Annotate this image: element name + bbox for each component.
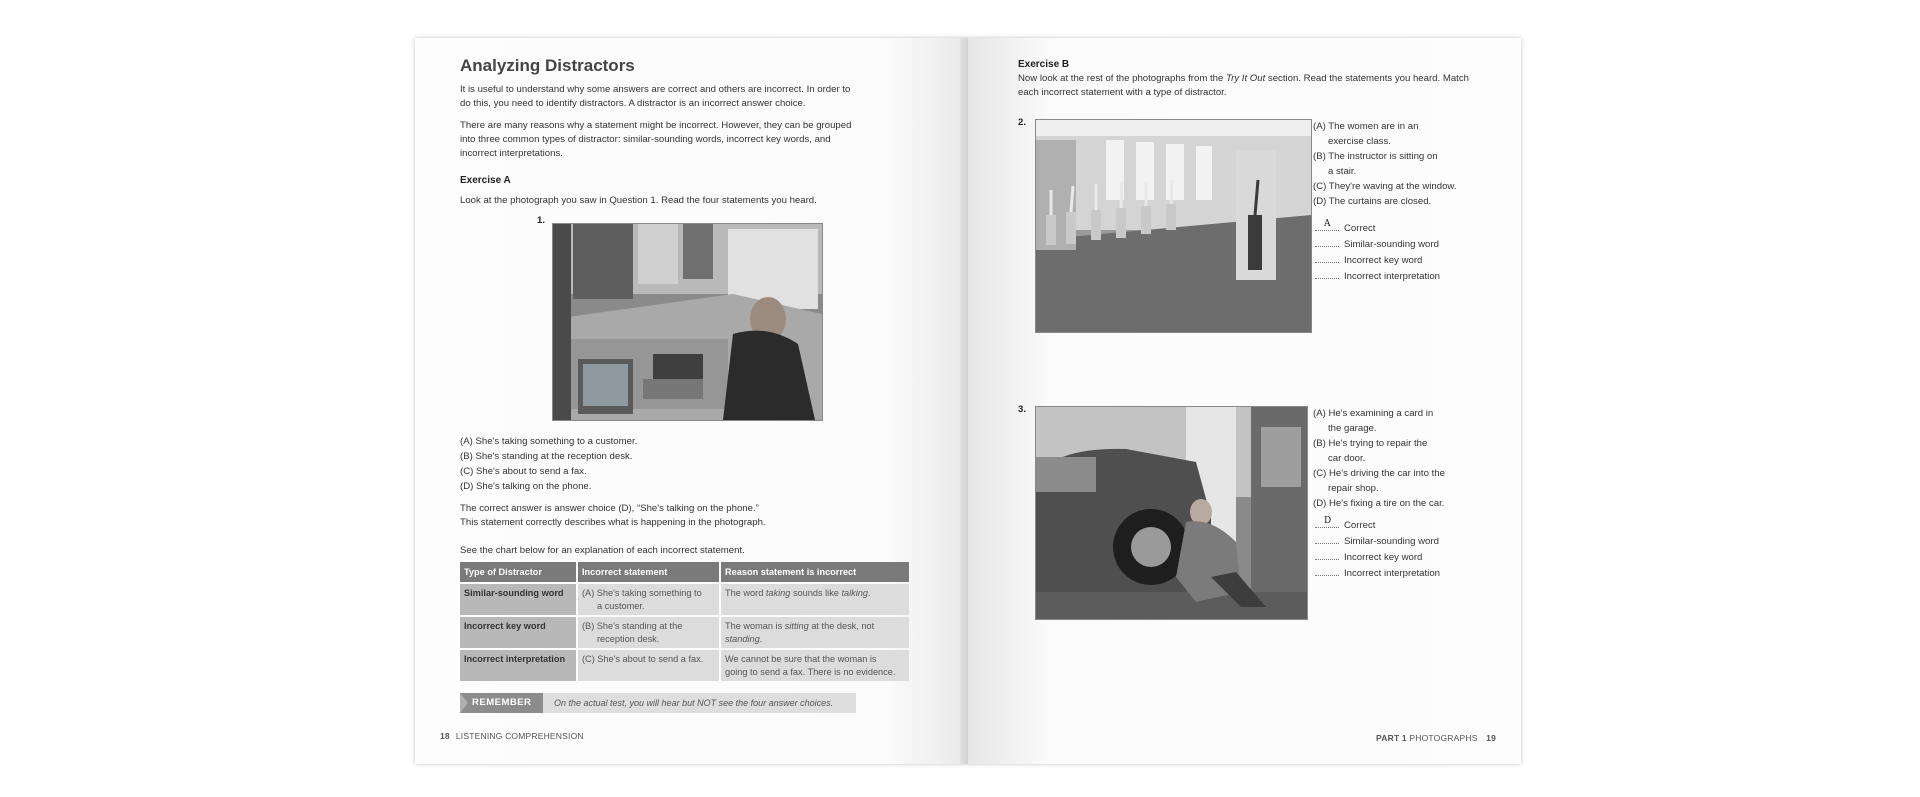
- left-page: [415, 38, 968, 764]
- garage-photo: [1035, 406, 1308, 620]
- choice-c: (C) She's about to send a fax.: [460, 466, 587, 477]
- reception-photo-illustration: [553, 224, 822, 420]
- reception-desk-photo: [552, 223, 823, 421]
- row-type: Incorrect key word: [460, 617, 576, 648]
- remember-text: On the actual test, you will hear but NOT see the four answer choices.: [554, 698, 834, 708]
- q3-category-keyword: [1315, 550, 1440, 566]
- distractor-table: [458, 560, 911, 683]
- page-title: Analyzing Distractors: [460, 56, 635, 75]
- handwritten-answer: D: [1324, 516, 1332, 526]
- intro-p1-line-1: It is useful to understand why some answers are correct and others are incorrect. In order to: [460, 84, 851, 95]
- row-statement: [578, 617, 719, 648]
- reason-text: sounds like: [790, 588, 842, 598]
- answer-blank[interactable]: [1315, 237, 1339, 247]
- instruction-text: section. Read the statements you heard. Match: [1265, 73, 1469, 84]
- choice-line: (A) The women are in an: [1313, 121, 1419, 132]
- chart-intro: See the chart below for an explanation of each incorrect statement.: [460, 545, 745, 556]
- exercise-a-instruction: Look at the photograph you saw in Question 1. Read the four statements you heard.: [460, 195, 817, 206]
- instruction-emphasis: Try It Out: [1225, 73, 1266, 84]
- answer-blank[interactable]: [1315, 566, 1339, 576]
- q3-choice-d: (D) He's fixing a tire on the car.: [1313, 498, 1445, 509]
- remember-label: REMEMBER: [472, 697, 532, 708]
- remember-tag: [460, 693, 543, 713]
- q2-category-interpretation: [1315, 269, 1440, 285]
- question-number-2: 2.: [1018, 117, 1027, 128]
- intro-p2-line-2: into three common types of distractor: similar-sounding words, incorrect key words, and: [460, 134, 831, 145]
- statement-line-1: (C) She's about to send a fax.: [582, 654, 704, 664]
- header-statement: Incorrect statement: [578, 562, 719, 582]
- choice-line: (C) He's driving the car into the: [1313, 468, 1445, 479]
- choice-line: car door.: [1328, 453, 1366, 464]
- row-reason: [721, 584, 909, 615]
- row-statement: [578, 584, 719, 615]
- remember-box: [460, 693, 856, 713]
- intro-p2-line-1: There are many reasons why a statement might be incorrect. However, they can be grouped: [460, 120, 852, 131]
- q3-choice-c: [1313, 466, 1445, 496]
- answer-blank[interactable]: [1315, 550, 1339, 560]
- instruction-text: Now look at the rest of the photographs from the: [1018, 73, 1226, 84]
- footer-section: LISTENING COMPREHENSION: [455, 731, 584, 741]
- answer-blank[interactable]: [1315, 269, 1339, 279]
- reason-emphasis: standing: [725, 633, 760, 644]
- row-type: Similar-sounding word: [460, 584, 576, 615]
- q2-choice-a: [1313, 119, 1457, 149]
- answer-explanation: [460, 502, 766, 530]
- statement-line-1: (A) She's taking something to: [582, 588, 702, 598]
- choice-line: (B) The instructor is sitting on: [1313, 151, 1438, 162]
- choice-d: (D) She's talking on the phone.: [460, 481, 592, 492]
- table-row: [460, 617, 909, 648]
- instruction-line-1: [1018, 72, 1469, 86]
- q2-choice-d: (D) The curtains are closed.: [1313, 196, 1432, 207]
- q3-choice-a: [1313, 406, 1445, 436]
- reason-text: at the desk, not: [808, 621, 875, 631]
- page-number: 18: [440, 731, 450, 741]
- right-footer: [1376, 733, 1496, 743]
- choice-line: a stair.: [1328, 166, 1357, 177]
- choice-a: (A) She's taking something to a customer.: [460, 436, 638, 447]
- exercise-b-heading: Exercise B: [1018, 59, 1070, 70]
- category-label: Correct: [1344, 520, 1376, 531]
- reason-text: The word: [725, 588, 766, 598]
- reason-emphasis: taking: [765, 588, 791, 598]
- page-number: 19: [1486, 733, 1496, 743]
- footer-part: PART 1: [1376, 733, 1407, 743]
- statement-line-1: (B) She's standing at the: [582, 621, 683, 631]
- reason-emphasis: sitting: [784, 621, 809, 631]
- reason-line-2: going to send a fax. There is no evidence.: [725, 666, 896, 677]
- reason-text: .: [868, 588, 871, 598]
- question-number-1: 1.: [537, 215, 546, 226]
- statement-line-2: a customer.: [597, 600, 645, 611]
- reason-text: .: [759, 633, 763, 644]
- answer-line-1: The correct answer is answer choice (D), “She's talking on the phone.”: [460, 503, 759, 514]
- right-page: [968, 38, 1521, 764]
- instruction-line-2: each incorrect statement with a type of distractor.: [1018, 87, 1227, 98]
- exercise-a-heading: Exercise A: [460, 175, 511, 186]
- q3-category-interpretation: [1315, 566, 1440, 582]
- category-label: Similar-sounding word: [1344, 536, 1439, 547]
- q2-category-similar: [1315, 237, 1440, 253]
- q2-category-correct: [1315, 221, 1440, 237]
- row-type: Incorrect interpretation: [460, 650, 576, 681]
- question-number-3: 3.: [1018, 404, 1027, 415]
- q3-category-correct: [1315, 518, 1440, 534]
- q3-category-similar: [1315, 534, 1440, 550]
- answer-blank[interactable]: [1315, 253, 1339, 263]
- exercise-b-instruction: [1018, 72, 1469, 100]
- category-label: Incorrect interpretation: [1344, 271, 1440, 282]
- row-reason: [721, 650, 909, 681]
- header-type: Type of Distractor: [460, 562, 576, 582]
- reason-line-1: We cannot be sure that the woman is: [725, 654, 877, 664]
- table-header-row: [460, 562, 909, 582]
- row-reason: [721, 617, 909, 648]
- table-row: [460, 584, 909, 615]
- choice-line: repair shop.: [1328, 483, 1379, 494]
- category-label: Incorrect interpretation: [1344, 568, 1440, 579]
- exercise-class-photo: [1035, 119, 1312, 333]
- intro-p2-line-3: incorrect interpretations.: [460, 148, 563, 159]
- row-statement: [578, 650, 719, 681]
- book-spread: [415, 38, 1521, 764]
- answer-blank[interactable]: [1315, 221, 1339, 231]
- q2-category-keyword: [1315, 253, 1440, 269]
- q3-choice-b: [1313, 436, 1445, 466]
- reason-text: The woman is: [725, 621, 785, 631]
- intro-paragraph-1: [460, 83, 850, 111]
- choice-b: (B) She's standing at the reception desk.: [460, 451, 633, 462]
- answer-blank[interactable]: [1315, 534, 1339, 544]
- statement-line-2: reception desk.: [597, 633, 660, 644]
- question-2-choices: [1313, 119, 1457, 209]
- table-row: [460, 650, 909, 681]
- left-footer: [440, 731, 584, 741]
- category-label: Incorrect key word: [1344, 255, 1423, 266]
- choice-line: (A) He's examining a card in: [1313, 408, 1434, 419]
- q2-answer-categories: [1315, 221, 1440, 285]
- choice-line: exercise class.: [1328, 136, 1391, 147]
- question-1-choices: [460, 434, 637, 494]
- choice-line: the garage.: [1328, 423, 1377, 434]
- garage-photo-illustration: [1036, 407, 1307, 619]
- q3-answer-categories: [1315, 518, 1440, 582]
- footer-section: PHOTOGRAPHS: [1409, 733, 1478, 743]
- q2-choice-c: (C) They're waving at the window.: [1313, 181, 1457, 192]
- intro-paragraph-2: [460, 119, 851, 161]
- q2-choice-b: [1313, 149, 1457, 179]
- answer-line-2: This statement correctly describes what is happening in the photograph.: [460, 517, 766, 528]
- handwritten-answer: A: [1324, 219, 1331, 229]
- category-label: Similar-sounding word: [1344, 239, 1439, 250]
- exercise-photo-illustration: [1036, 120, 1311, 332]
- category-label: Correct: [1344, 223, 1376, 234]
- question-3-choices: [1313, 406, 1445, 511]
- header-reason: Reason statement is incorrect: [721, 562, 909, 582]
- category-label: Incorrect key word: [1344, 552, 1423, 563]
- answer-blank[interactable]: [1315, 518, 1339, 528]
- reason-emphasis: talking: [841, 588, 869, 598]
- choice-line: (B) He's trying to repair the: [1313, 438, 1428, 449]
- arrow-icon: [460, 693, 468, 713]
- intro-p1-line-2: do this, you need to identify distractors. A distractor is an incorrect answer choice.: [460, 98, 806, 109]
